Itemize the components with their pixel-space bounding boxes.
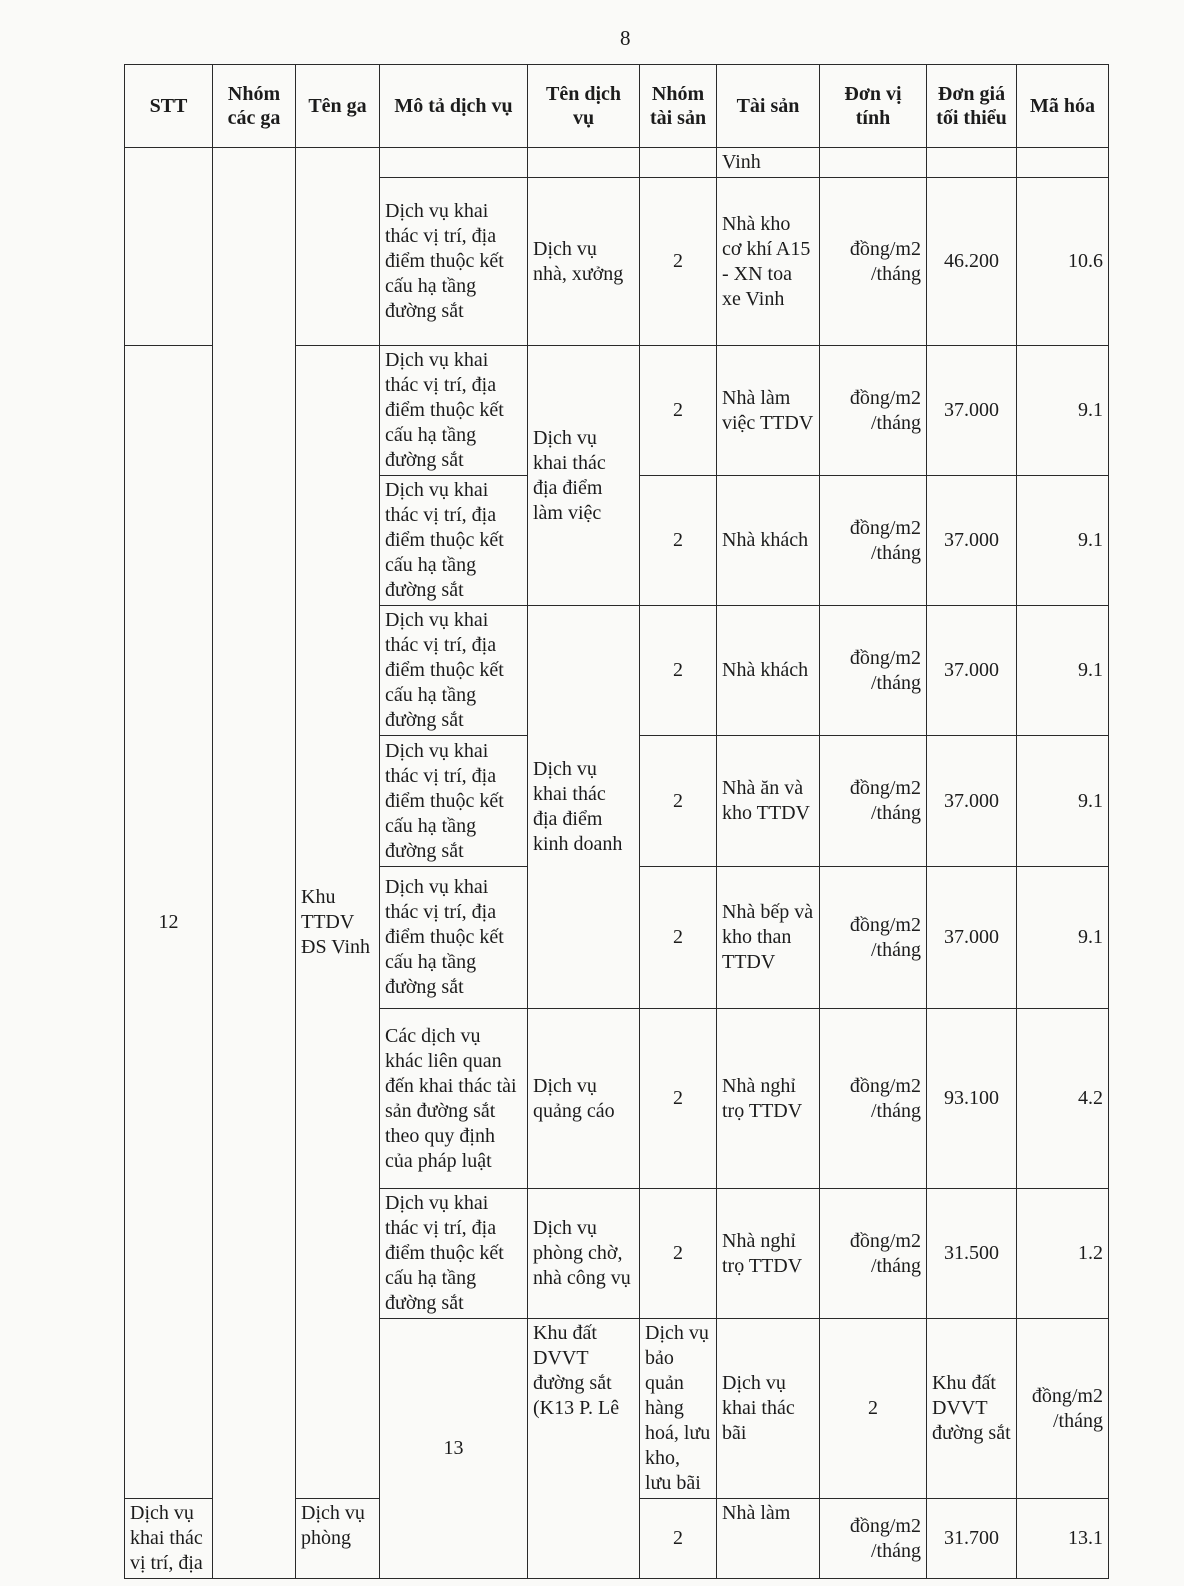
don-gia-cell: 46.200 [927, 178, 1017, 346]
don-gia-cell: 37.000 [927, 867, 1017, 1009]
mo-ta-cell: Dịch vụ khai thác vị trí, địa điểm thuộc kết cấu hạ tầng đường sắt [380, 867, 528, 1009]
don-vi-tinh-cell: đồng/m2 /tháng [820, 476, 927, 606]
header-row [125, 65, 1109, 148]
ma-hoa-cell: 9.1 [1017, 346, 1109, 476]
tai-san-cell: Nhà bếp và kho than TTDV [717, 867, 820, 1009]
don-vi-tinh-cell: đồng/m2 /tháng [820, 1009, 927, 1189]
mo-ta-cell: Dịch vụ khai thác vị trí, địa điểm thuộc kết cấu hạ tầng đường sắt [380, 476, 528, 606]
header-ten-dich-vu: Tên dịch vụ [528, 65, 640, 148]
don-gia-cell: 37.000 [927, 476, 1017, 606]
don-gia-cell: 37.000 [927, 346, 1017, 476]
ten-dich-vu-cell: Dịch vụ phòng [296, 1499, 380, 1579]
don-vi-tinh-cell: đồng/m2 /tháng [820, 736, 927, 867]
don-vi-tinh-cell: đồng/m2 /tháng [820, 1189, 927, 1319]
stt-cell-continued [125, 148, 213, 346]
tai-san-cell: Nhà ăn và kho TTDV [717, 736, 820, 867]
header-don-gia: Đơn giá tối thiểu [927, 65, 1017, 148]
don-gia-cell: 37.000 [927, 736, 1017, 867]
page-number: 8 [620, 26, 631, 50]
tai-san-cell: Nhà kho cơ khí A15 - XN toa xe Vinh [717, 178, 820, 346]
header-nhom-tai-san: Nhóm tài sản [640, 65, 717, 148]
don-vi-tinh-cell: đồng/m2 /tháng [1017, 1319, 1109, 1499]
ma-hoa-cell: 1.2 [1017, 1189, 1109, 1319]
stt-13: 13 [380, 1319, 528, 1579]
carryover-tai-san: Vinh [717, 148, 820, 178]
ten-ga-12: Khu TTDV ĐS Vinh [296, 346, 380, 1499]
mo-ta-cell: Dịch vụ khai thác vị trí, địa điểm thuộc kết cấu hạ tầng đường sắt [380, 178, 528, 346]
don-vi-tinh-cell: đồng/m2 /tháng [820, 178, 927, 346]
mo-ta-cell: Dịch vụ bảo quản hàng hoá, lưu kho, lưu bãi [640, 1319, 717, 1499]
don-gia-cell: 37.000 [927, 606, 1017, 736]
ten-dich-vu-cell: Dịch vụ phòng chờ, nhà công vụ [528, 1189, 640, 1319]
header-ten-ga: Tên ga [296, 65, 380, 148]
nhom-tai-san-cell: 2 [640, 1189, 717, 1319]
mo-ta-cell: Dịch vụ khai thác vị trí, địa điểm thuộc kết cấu hạ tầng đường sắt [380, 736, 528, 867]
price-table [124, 64, 1109, 1579]
tai-san-cell: Khu đất DVVT đường sắt [927, 1319, 1017, 1499]
don-vi-tinh-cell: đồng/m2 /tháng [820, 346, 927, 476]
mo-ta-cell: Dịch vụ khai thác vị trí, địa điểm thuộc kết cấu hạ tầng đường sắt [380, 1189, 528, 1319]
ten-dich-vu-cell: Dịch vụ khai thác địa điểm kinh doanh [528, 606, 640, 1009]
header-stt: STT [125, 65, 213, 148]
don-gia-cell: 31.500 [927, 1189, 1017, 1319]
don-gia-cell: 93.100 [927, 1009, 1017, 1189]
stt-12: 12 [125, 346, 213, 1499]
nhom-tai-san-cell: 2 [640, 1009, 717, 1189]
header-ma-hoa: Mã hóa [1017, 65, 1109, 148]
ma-hoa-cell: 4.2 [1017, 1009, 1109, 1189]
don-vi-tinh-cell: đồng/m2 /tháng [820, 1499, 927, 1579]
nhom-tai-san-cell: 2 [640, 606, 717, 736]
ten-dich-vu-cell: Dịch vụ nhà, xưởng [528, 178, 640, 346]
nhom-cac-ga-cell [213, 148, 296, 1579]
don-gia-cell: 31.700 [927, 1499, 1017, 1579]
ten-dich-vu-cell: Dịch vụ khai thác bãi [717, 1319, 820, 1499]
mo-ta-cell: Các dịch vụ khác liên quan đến khai thác tài sản đường sắt theo quy định của pháp luật [380, 1009, 528, 1189]
ten-dich-vu-cell: Dịch vụ quảng cáo [528, 1009, 640, 1189]
header-don-vi-tinh: Đơn vị tính [820, 65, 927, 148]
nhom-tai-san-cell: 2 [640, 346, 717, 476]
mo-ta-cell: Dịch vụ khai thác vị trí, địa điểm thuộc kết cấu hạ tầng đường sắt [380, 606, 528, 736]
nhom-tai-san-cell: 2 [640, 178, 717, 346]
don-vi-tinh-cell: đồng/m2 /tháng [820, 606, 927, 736]
ten-ga-13: Khu đất DVVT đường sắt (K13 P. Lê [528, 1319, 640, 1579]
header-nhom-cac-ga: Nhóm các ga [213, 65, 296, 148]
tai-san-cell: Nhà nghỉ trọ TTDV [717, 1189, 820, 1319]
ma-hoa-cell: 13.1 [1017, 1499, 1109, 1579]
header-mo-ta: Mô tả dịch vụ [380, 65, 528, 148]
nhom-tai-san-cell: 2 [640, 736, 717, 867]
tai-san-cell: Nhà làm việc TTDV [717, 346, 820, 476]
nhom-tai-san-cell: 2 [640, 476, 717, 606]
nhom-tai-san-cell: 2 [640, 1499, 717, 1579]
tai-san-cell: Nhà làm [717, 1499, 820, 1579]
ma-hoa-cell: 9.1 [1017, 606, 1109, 736]
tai-san-cell: Nhà nghỉ trọ TTDV [717, 1009, 820, 1189]
ma-hoa-cell: 10.6 [1017, 178, 1109, 346]
nhom-tai-san-cell: 2 [640, 867, 717, 1009]
ten-ga-cell-continued [296, 148, 380, 346]
don-vi-tinh-cell: đồng/m2 /tháng [820, 867, 927, 1009]
header-tai-san: Tài sản [717, 65, 820, 148]
tai-san-cell: Nhà khách [717, 476, 820, 606]
nhom-tai-san-cell: 2 [820, 1319, 927, 1499]
ma-hoa-cell: 9.1 [1017, 736, 1109, 867]
ma-hoa-cell: 9.1 [1017, 476, 1109, 606]
table-row [125, 148, 1109, 178]
mo-ta-cell: Dịch vụ khai thác vị trí, địa điểm thuộc kết cấu hạ tầng đường sắt [380, 346, 528, 476]
ma-hoa-cell: 9.1 [1017, 867, 1109, 1009]
ten-dich-vu-cell: Dịch vụ khai thác địa điểm làm việc [528, 346, 640, 606]
tai-san-cell: Nhà khách [717, 606, 820, 736]
mo-ta-cell: Dịch vụ khai thác vị trí, địa [125, 1499, 213, 1579]
